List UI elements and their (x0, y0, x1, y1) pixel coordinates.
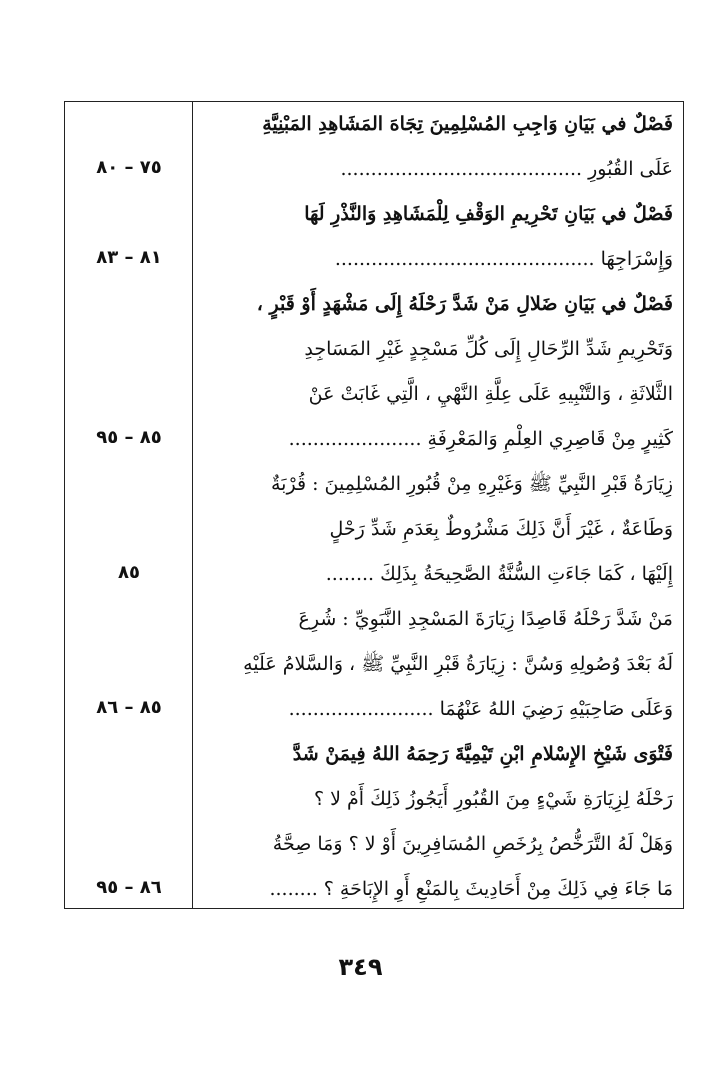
entry-line: وَإِسْرَاجِهَا ........................................... (334, 248, 673, 270)
entry-pages: ٨٦ – ٩٥ (96, 877, 162, 898)
entry-pages: ٨٥ – ٨٦ (96, 697, 162, 718)
entry-line: وَعَلَى صَاحِبَيْهِ رَضِيَ اللهُ عَنْهُمَا ........................ (288, 698, 673, 720)
entry-pages: ٧٥ – ٨٠ (96, 157, 162, 178)
entry-line: فَصْلٌ في بَيَانِ وَاجِبِ المُسْلِمِينَ تِجَاهَ المَشَاهِدِ المَبْنِيَّةِ (262, 113, 673, 135)
entry-text (201, 462, 673, 597)
entry-line: فَتْوَى شَيْخِ الإِسْلامِ ابْنِ تَيْمِيَّةَ رَحِمَهُ اللهُ فِيمَنْ شَدَّ (292, 743, 673, 765)
entry-line: وَهَلْ لَهُ التَّرَخُّصُ بِرُخَصِ المُسَافِرِينَ أَوْ لا ؟ وَمَا صِحَّةُ (272, 833, 673, 855)
entry-line: وَتَحْرِيمِ شَدِّ الرِّحَالِ إِلَى كُلِّ مَسْجِدٍ غَيْرِ المَسَاجِدِ (304, 338, 673, 360)
entry-line: مَا جَاءَ فِي ذَلِكَ مِنْ أَحَادِيثَ بِالمَنْعِ أَوِ الإِبَاحَةِ ؟ ........ (269, 878, 673, 900)
entry-line: وَطَاعَةٌ ، غَيْرَ أَنَّ ذَلِكَ مَشْرُوطٌ بِعَدَمِ شَدِّ رَحْلٍ (329, 518, 673, 540)
entry-line: زِيَارَةُ قَبْرِ النَّبِيِّ ﷺ وَغَيْرِهِ مِنْ قُبُورِ المُسْلِمِينَ : قُرْبَةٌ (270, 473, 673, 495)
entry-text (201, 282, 673, 462)
entry-line: رَحْلَهُ لِزِيَارَةِ شَيْءٍ مِنَ القُبُورِ أَيَجُوزُ ذَلِكَ أَمْ لا ؟ (313, 788, 673, 810)
entry-text (201, 102, 673, 192)
entry-line: مَنْ شَدَّ رَحْلَهُ قَاصِدًا زِيَارَةَ المَسْجِدِ النَّبَوِيِّ : شُرِعَ (298, 608, 673, 630)
entry-text (201, 732, 673, 912)
entry-line: لَهُ بَعْدَ وُصُولِهِ وَسُنَّ : زِيَارَةُ قَبْرِ النَّبِيِّ ﷺ ، وَالسَّلامُ عَلَيْهِ (243, 653, 673, 675)
entry-pages: ٨٥ (118, 562, 140, 583)
column-divider (192, 102, 193, 908)
entry-line: فَصْلٌ في بَيَانِ تَحْرِيمِ الوَقْفِ لِلْمَشَاهِدِ وَالنَّذْرِ لَهَا (304, 203, 673, 225)
toc-table (64, 101, 684, 909)
page-number: ٣٤٩ (338, 953, 383, 981)
entry-line: كَثِيرٍ مِنْ قَاصِرِي العِلْمِ وَالمَعْرِفَةِ ...................... (288, 428, 673, 450)
entry-line: عَلَى القُبُورِ ........................................ (340, 158, 673, 180)
entry-pages: ٨٥ – ٩٥ (96, 427, 162, 448)
entry-line: فَصْلٌ في بَيَانِ ضَلالِ مَنْ شَدَّ رَحْلَهُ إِلَى مَشْهَدٍ أَوْ قَبْرٍ ، (256, 293, 673, 315)
entry-pages: ٨١ – ٨٣ (96, 247, 162, 268)
entry-line: الثَّلاثَةِ ، وَالتَّنْبِيهِ عَلَى عِلَّةِ النَّهْيِ ، الَّتِي غَابَتْ عَنْ (308, 383, 673, 405)
entry-line: إِلَيْهَا ، كَمَا جَاءَتِ السُّنَّةُ الصَّحِيحَةُ بِذَلِكَ ........ (325, 563, 673, 585)
entry-text (201, 192, 673, 282)
entry-text (201, 597, 673, 732)
